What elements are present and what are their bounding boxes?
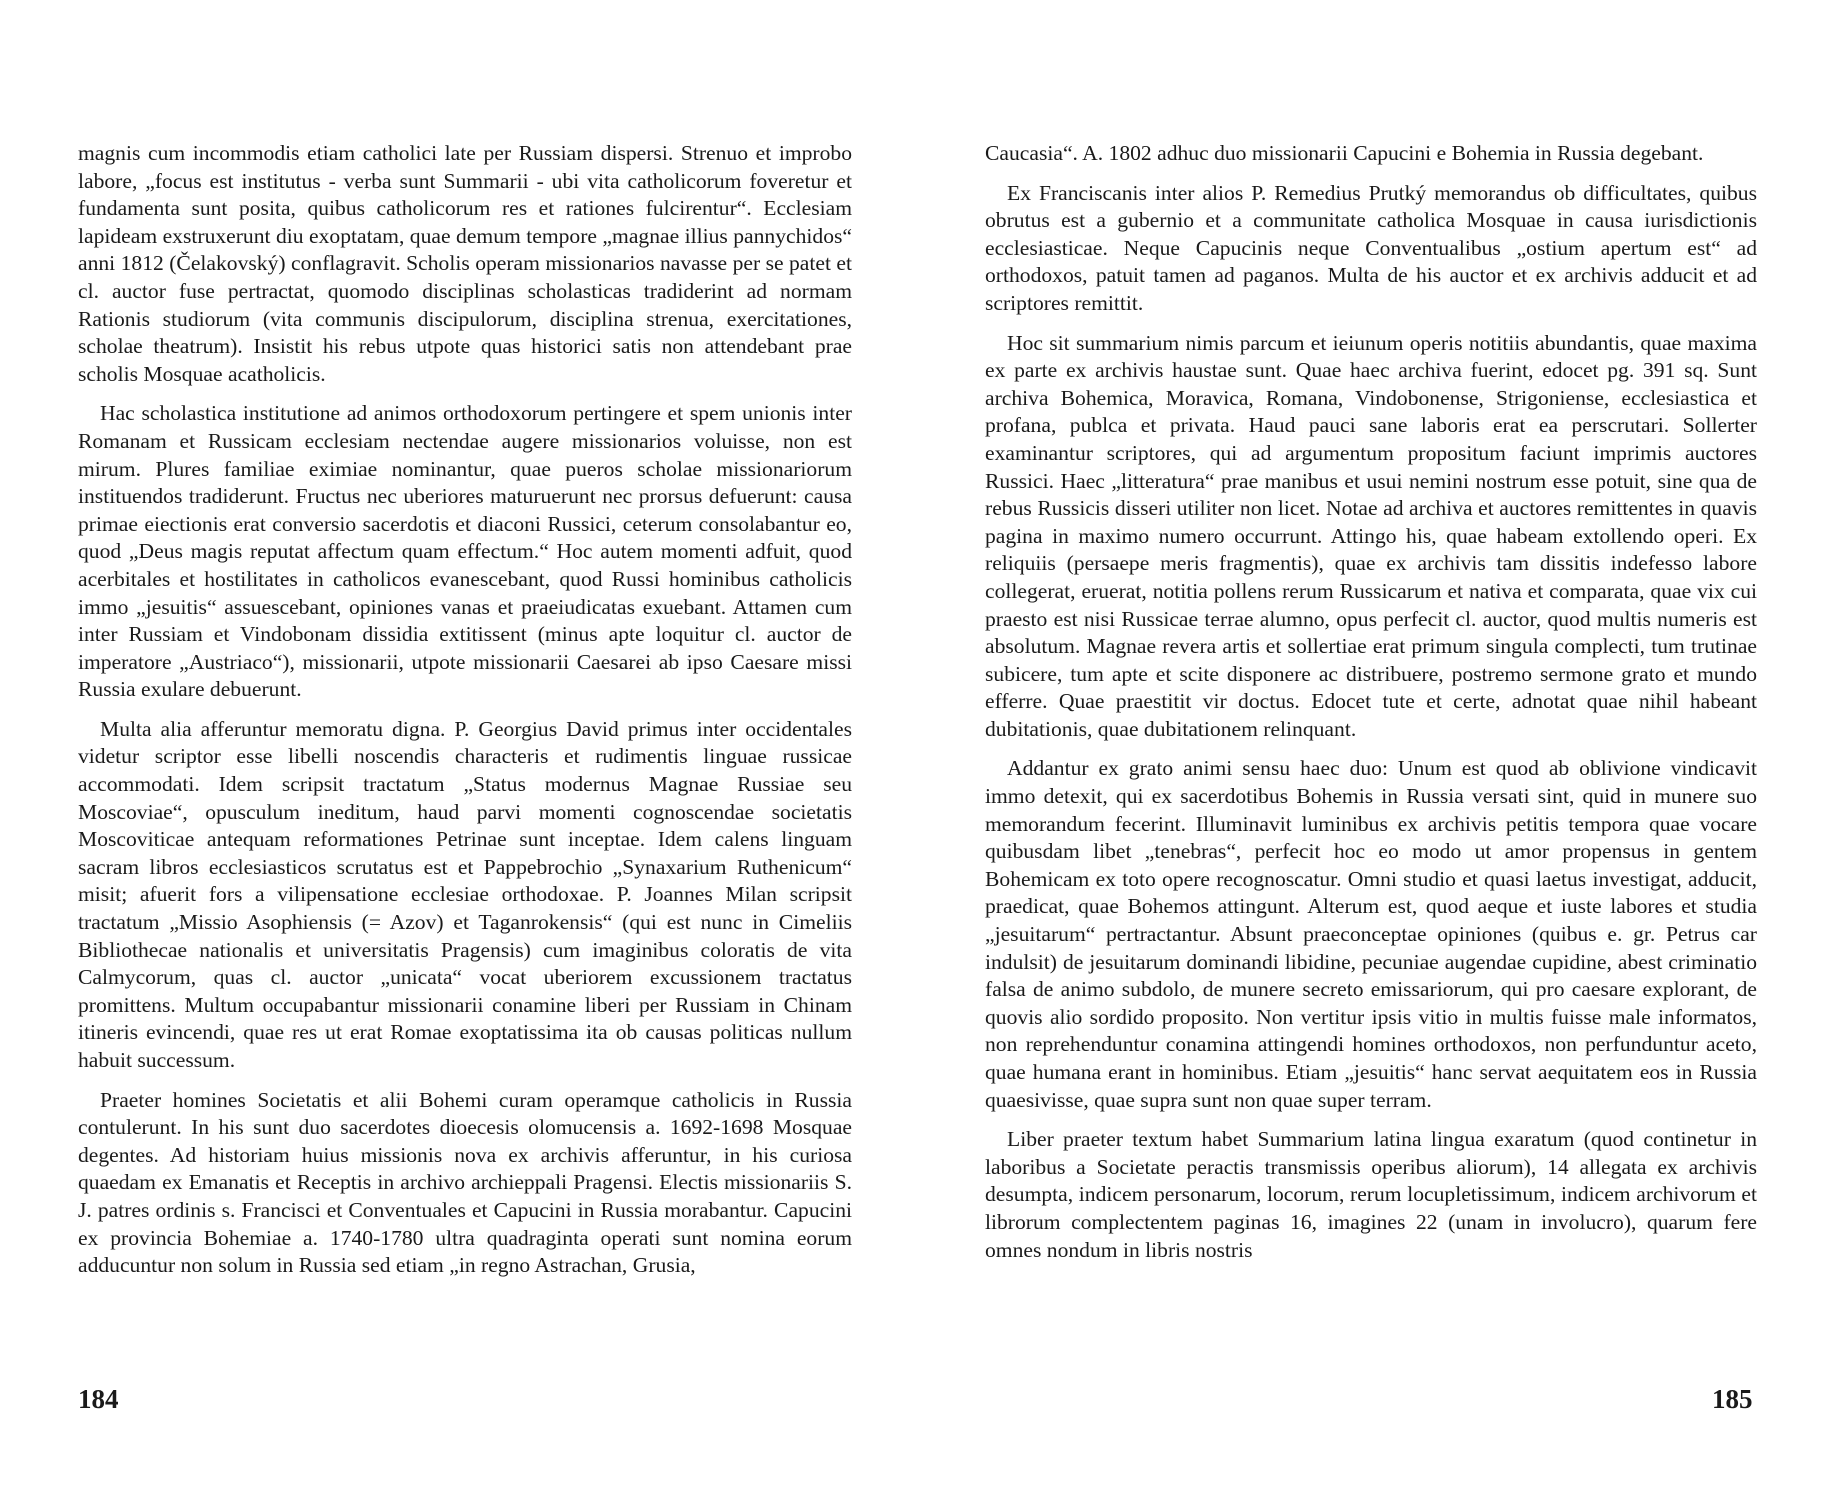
right-paragraph-2: Ex Franciscanis inter alios P. Remedius Prutký memorandus ob difficultates, quibus obrutus est a gubernio et a communitate catholica Mosquae in causa iurisdictionis ecclesiasticae. Neque Capucinis neque Conventualibus „ostium apertum est“ ad orthodoxos, patuit tamen ad paganos. Multa de his auctor et ex archivis adducit et ad scriptores remittit.: [985, 180, 1757, 315]
left-page-number: 184: [78, 1384, 119, 1414]
left-page: [78, 140, 852, 1292]
right-paragraph-4: Addantur ex grato animi sensu haec duo: Unum est quod ab oblivione vindicavit immo detexit, qui ex sacerdotibus Bohemis in Russia versati sint, quid in munere suo memorandum fecerint. Illuminavit luminibus ex archivis petitis tempora quae vocare quibusdam libet „tenebras“, perfecit hoc eo modo ut amor propensus in gentem Bohemicam ex toto opere recognoscatur. Omni studio et quasi laetus investigat, adducit, praedicat, quae Bohemos attingunt. Alterum est, quod aeque et iuste labores et studia „jesuitarum“ pertractantur. Absunt praeconceptae opiniones (quibus e. gr. Petrus car indulsit) de jesuitarum dominandi libidine, pecuniae augendae cupidine, abest criminatio falsa de animo subdolo, de munere secreto emissariorum, qui pro caesare explorant, de quovis alio sordido proposito. Non vertitur ipsis vitio in multis fuisse male informatos, non reprehenduntur conamina attingendi homines orthodoxos, non perfunduntur aceto, quae humana erant in hominibus. Etiam „jesuitis“ hanc servat aequitatem eos in Russia quaesivisse, quae supra sunt non quae super terram.: [985, 756, 1757, 1112]
right-paragraph-3: Hoc sit summarium nimis parcum et ieiunum operis notitiis abundantis, quae maxima ex parte ex archivis haustae sunt. Quae haec archiva fuerint, edocet pg. 391 sq. Sunt archiva Bohemica, Moravica, Romana, Vindobonense, Strigoniense, ecclesiastica et profana, publca et privata. Haud pauci sane laboris erat ea perscrutari. Sollerter examinantur scriptores, qui ad argumentum propositum faciunt imprimis auctores Russici. Haec „litteratura“ prae manibus et usui nemini nostrum esse potuit, sine qua de rebus Russicis disseri utiliter non licet. Notae ad archiva et auctores remittentes in quavis pagina in maximo numero occurrunt. Attingo his, quae habeam extollendo operi. Ex reliquiis (persaepe meris fragmentis), quae ex archivis tam dissitis indefesso labore collegerat, eruerat, notitia pollens rerum Russicarum et nativa et comparata, quae vix cui praesto est nisi Russicae terrae alumno, opus perfecit cl. auctor, quod multis numeris est absolutum. Magnae revera artis et sollertiae erat primum singula complecti, tum trutinae subicere, tum apte et scite disponere ac distribuere, postremo sermone grato et mundo efferre. Quae praestitit vir doctus. Edocet tute et certe, adnotat quae nihil habeant dubitationis, quae dubitationem relinquant.: [985, 330, 1757, 741]
right-paragraph-1: Caucasia“. A. 1802 adhuc duo missionarii Capucini e Bohemia in Russia degebant.: [985, 141, 1704, 165]
left-paragraph-1: magnis cum incommodis etiam catholici late per Russiam dispersi. Strenuo et improbo labore, „focus est institutus - verba sunt Summarii - ubi vita catholicorum foveretur et fundamenta sunt posita, quibus catholicorum res et rationes fulcirentur“. Ecclesiam lapideam exstruxerunt diu exoptatam, quae demum tempore „magnae illius pannychidos“ anni 1812 (Čelakovský) conflagravit. Scholis operam missionarios navasse per se patet et cl. auctor fuse pertractat, quomodo disciplinas scholasticas tradiderint ad normam Rationis studiorum (vita communis discipulorum, disciplina strenua, exercitationes, scholae theatrum). Insistit his rebus utpote quas historici satis non attendebant prae scholis Mosquae acatholicis.: [78, 141, 852, 386]
right-page: [985, 140, 1757, 1276]
left-paragraph-2: Hac scholastica institutione ad animos orthodoxorum pertingere et spem unionis inter Romanam et Russicam ecclesiam nectendae augere missionarios voluisse, non est mirum. Plures familiae eximiae nominantur, quae pueros scholae missionariorum instituendos tradiderunt. Fructus nec uberiores maturuerunt nec prorsus defuerunt: causa primae eiectionis erat conversio sacerdotis et diaconi Russici, ceterum consolabantur eo, quod „Deus magis reputat affectum quam effectum.“ Hoc autem momenti adfuit, quod acerbitales et hostilitates in catholicos evanescebant, quod Russi hominibus catholicis immo „jesuitis“ assuescebant, opiniones vanas et praeiudicatas exuebant. Attamen cum inter Russiam et Vindobonam dissidia extitissent (minus apte loquitur cl. auctor de imperatore „Austriaco“), missionarii, utpote missionarii Caesarei ab ipso Caesare missi Russia exulare debuerunt.: [78, 401, 852, 702]
left-paragraph-4: Praeter homines Societatis et alii Bohemi curam operamque catholicis in Russia contulerunt. In his sunt duo sacerdotes dioecesis olomucensis a. 1692-1698 Mosquae degentes. Ad historiam huius missionis nova ex archivis afferuntur, in his curiosa quaedam ex Emanatis et Receptis in archivo archieppali Pragensi. Electis missionariis S. J. patres ordinis s. Francisci et Conventuales et Capucini in Russia morabantur. Capucini ex provincia Bohemiae a. 1740-1780 ultra quadraginta operati sunt nomina eorum adducuntur non solum in Russia sed etiam „in regno Astrachan, Grusia,: [78, 1087, 852, 1278]
left-paragraph-3: Multa alia afferuntur memoratu digna. P. Georgius David primus inter occidentales videtur scriptor esse libelli noscendis characteris et rudimentis linguae russicae accommodati. Idem scripsit tractatum „Status modernus Magnae Russiae seu Moscoviae“, opusculum ineditum, haud parvi momenti cognoscendae societatis Moscoviticae antequam reformationes Petrinae sunt inceptae. Idem calens linguam sacram libros ecclesiasticos scrutatus est et Pappebrochio „Synaxarium Ruthenicum“ misit; afuerit fors a vilipensatione ecclesiae orthodoxae. P. Joannes Milan scripsit tractatum „Missio Asophiensis (= Azov) et Taganrokensis“ (qui est nunc in Cimeliis Bibliothecae nationalis et universitatis Pragensis) cum imaginibus coloratis de vita Calmycorum, quas cl. auctor „unicata“ vocat uberiorem excussionem tractatus promittens. Multum occupabantur missionarii conamine liberi per Russiam in Chinam itineris evincendi, quae res ut erat Romae exoptatissima ita ob causas politicas nullum habuit successum.: [78, 716, 852, 1072]
right-paragraph-5: Liber praeter textum habet Summarium latina lingua exaratum (quod continetur in laboribus a Societate peractis transmissis operibus aliorum), 14 allegata ex archivis desumpta, indicem personarum, locorum, rerum locupletissimum, indicem archivorum et librorum complectentem paginas 16, imagines 22 (unam in involucro), quarum fere omnes nondum in libris nostris: [985, 1127, 1757, 1262]
right-page-number: 185: [1712, 1384, 1753, 1414]
